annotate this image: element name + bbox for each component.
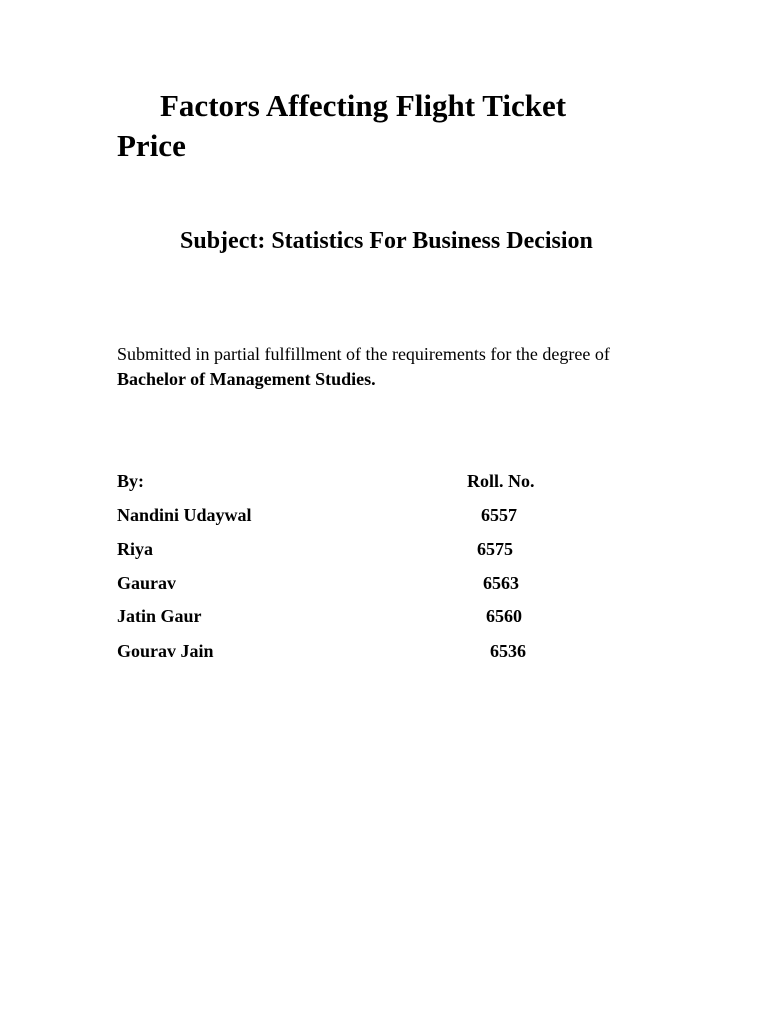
member-roll-number: 6536 (490, 641, 526, 661)
by-label: By: (117, 471, 144, 491)
submission-text: Submitted in partial fulfillment of the requirements for the degree of (117, 344, 610, 364)
member-name: Nandini Udaywal (117, 505, 252, 525)
member-roll-number: 6563 (483, 573, 519, 593)
member-name: Riya (117, 539, 153, 559)
document-title: Factors Affecting Flight Ticket Price (117, 88, 567, 163)
member-name: Gourav Jain (117, 641, 214, 661)
submission-statement (117, 342, 637, 392)
roll-no-label: Roll. No. (467, 471, 535, 491)
member-name: Jatin Gaur (117, 606, 202, 626)
member-roll-number: 6560 (486, 606, 522, 626)
subject-heading: Subject: Statistics For Business Decision (180, 228, 593, 254)
member-roll-number: 6575 (477, 539, 513, 559)
member-roll-number: 6557 (481, 505, 517, 525)
degree-name: Bachelor of Management Studies. (117, 369, 376, 389)
member-name: Gaurav (117, 573, 177, 593)
